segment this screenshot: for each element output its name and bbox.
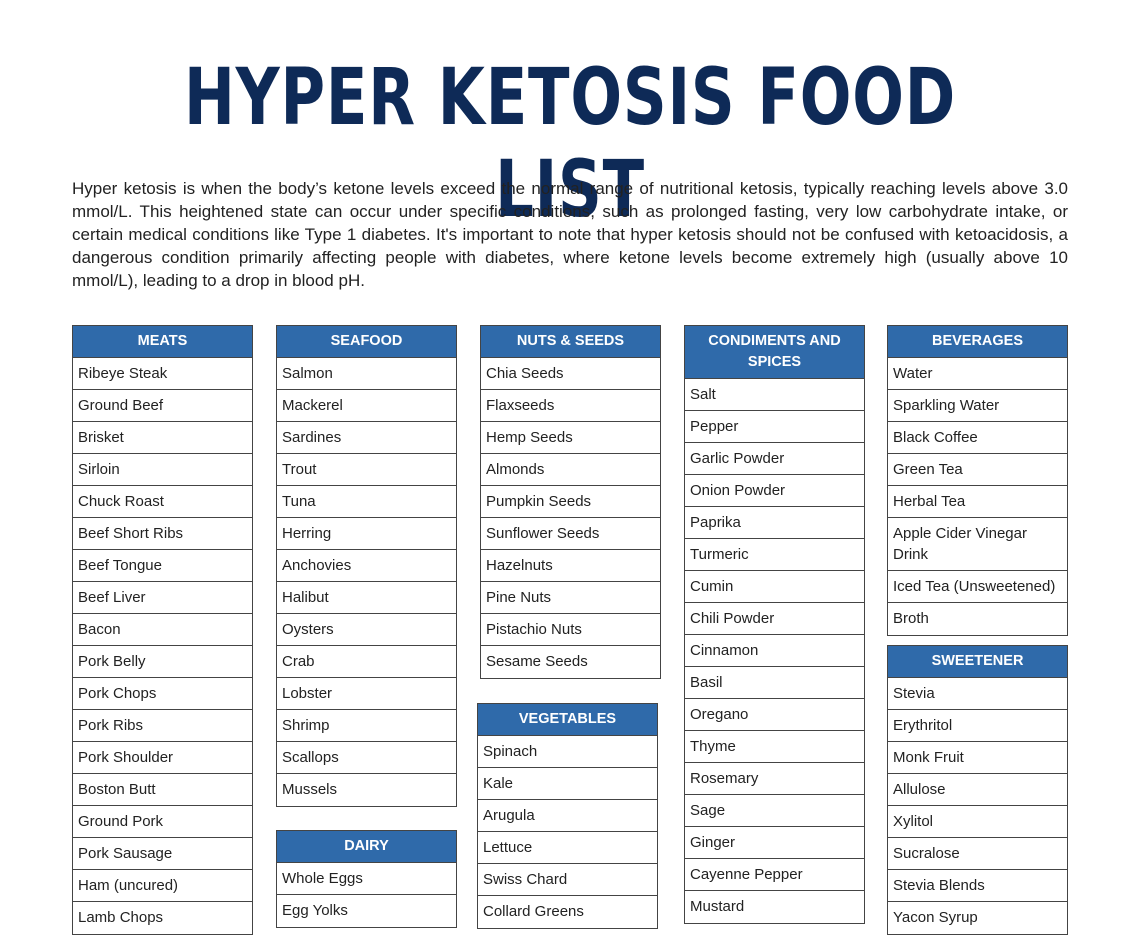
dairy-header: DAIRY — [277, 831, 456, 863]
table-row: Oregano — [685, 699, 864, 731]
table-row: Garlic Powder — [685, 443, 864, 475]
meats-table — [72, 325, 253, 935]
table-row: Salt — [685, 379, 864, 411]
table-row: Pork Ribs — [73, 710, 252, 742]
table-row: Beef Tongue — [73, 550, 252, 582]
table-row: Arugula — [478, 800, 657, 832]
table-row: Broth — [888, 603, 1067, 635]
table-row: Pork Shoulder — [73, 742, 252, 774]
table-row: Collard Greens — [478, 896, 657, 928]
table-row: Beef Liver — [73, 582, 252, 614]
table-row: Egg Yolks — [277, 895, 456, 927]
table-row: Oysters — [277, 614, 456, 646]
table-row: Pork Belly — [73, 646, 252, 678]
table-row: Pine Nuts — [481, 582, 660, 614]
table-row: Ribeye Steak — [73, 358, 252, 390]
table-row: Swiss Chard — [478, 864, 657, 896]
dairy-table — [276, 830, 457, 928]
nuts-header: NUTS & SEEDS — [481, 326, 660, 358]
table-row: Shrimp — [277, 710, 456, 742]
table-row: Sunflower Seeds — [481, 518, 660, 550]
table-row: Salmon — [277, 358, 456, 390]
table-row: Halibut — [277, 582, 456, 614]
table-row: Brisket — [73, 422, 252, 454]
table-row: Hemp Seeds — [481, 422, 660, 454]
seafood-column — [276, 325, 457, 807]
table-row: Black Coffee — [888, 422, 1067, 454]
table-row: Tuna — [277, 486, 456, 518]
beverages-column — [887, 325, 1068, 636]
table-row: Sucralose — [888, 838, 1067, 870]
table-row: Chili Powder — [685, 603, 864, 635]
table-row: Chia Seeds — [481, 358, 660, 390]
table-row: Thyme — [685, 731, 864, 763]
table-row: Paprika — [685, 507, 864, 539]
page-title: HYPER KETOSIS FOOD LIST — [183, 53, 957, 235]
table-row: Crab — [277, 646, 456, 678]
table-row: Stevia — [888, 678, 1067, 710]
vegetables-column — [477, 703, 658, 929]
table-row: Beef Short Ribs — [73, 518, 252, 550]
sweetener-column — [887, 645, 1068, 935]
table-row: Monk Fruit — [888, 742, 1067, 774]
table-row: Erythritol — [888, 710, 1067, 742]
table-row: Pistachio Nuts — [481, 614, 660, 646]
table-row: Cumin — [685, 571, 864, 603]
table-row: Flaxseeds — [481, 390, 660, 422]
vegetables-table — [477, 703, 658, 929]
table-row: Apple Cider Vinegar Drink — [888, 518, 1067, 571]
vegetables-header: VEGETABLES — [478, 704, 657, 736]
table-row: Anchovies — [277, 550, 456, 582]
table-row: Kale — [478, 768, 657, 800]
beverages-header: BEVERAGES — [888, 326, 1067, 358]
table-row: Whole Eggs — [277, 863, 456, 895]
table-row: Chuck Roast — [73, 486, 252, 518]
table-row: Sirloin — [73, 454, 252, 486]
table-row: Xylitol — [888, 806, 1067, 838]
condiments-header: CONDIMENTS AND SPICES — [685, 326, 864, 379]
table-row: Bacon — [73, 614, 252, 646]
table-row: Lettuce — [478, 832, 657, 864]
table-row: Ginger — [685, 827, 864, 859]
sweetener-table — [887, 645, 1068, 935]
table-row: Spinach — [478, 736, 657, 768]
nuts-seeds-table — [480, 325, 661, 679]
table-row: Rosemary — [685, 763, 864, 795]
table-row: Herring — [277, 518, 456, 550]
beverages-table — [887, 325, 1068, 636]
table-row: Sesame Seeds — [481, 646, 660, 678]
table-row: Turmeric — [685, 539, 864, 571]
dairy-column — [276, 830, 457, 928]
table-row: Basil — [685, 667, 864, 699]
table-row: Mustard — [685, 891, 864, 923]
table-row: Pepper — [685, 411, 864, 443]
table-row: Scallops — [277, 742, 456, 774]
table-row: Herbal Tea — [888, 486, 1067, 518]
table-row: Sage — [685, 795, 864, 827]
condiments-table — [684, 325, 865, 924]
table-row: Cayenne Pepper — [685, 859, 864, 891]
table-row: Ground Pork — [73, 806, 252, 838]
table-row: Ground Beef — [73, 390, 252, 422]
table-row: Ham (uncured) — [73, 870, 252, 902]
table-row: Green Tea — [888, 454, 1067, 486]
table-row: Stevia Blends — [888, 870, 1067, 902]
table-row: Iced Tea (Unsweetened) — [888, 571, 1067, 603]
table-row: Water — [888, 358, 1067, 390]
table-row: Pumpkin Seeds — [481, 486, 660, 518]
intro-paragraph: Hyper ketosis is when the body’s ketone levels exceed the normal range of nutritional ketosis, typically reaching levels above 3.0 mmol/L. This heightened state can occur under specific conditions, such as prolonged fasting, very low carbohydrate intake, or certain medical conditions like Type 1 diabetes. It's important to note that hyper ketosis should not be confused with ketoacidosis, a dangerous condition primarily affecting people with diabetes, where ketone levels become extremely high (usually above 10 mmol/L), leading to a drop in blood pH. — [72, 179, 1068, 290]
table-row: Onion Powder — [685, 475, 864, 507]
condiments-column — [684, 325, 865, 924]
table-row: Pork Chops — [73, 678, 252, 710]
table-row: Mackerel — [277, 390, 456, 422]
table-row: Allulose — [888, 774, 1067, 806]
table-row: Sardines — [277, 422, 456, 454]
table-row: Pork Sausage — [73, 838, 252, 870]
table-row: Yacon Syrup — [888, 902, 1067, 934]
meats-header: MEATS — [73, 326, 252, 358]
table-row: Mussels — [277, 774, 456, 806]
meats-column — [72, 325, 253, 935]
table-row: Boston Butt — [73, 774, 252, 806]
table-row: Lobster — [277, 678, 456, 710]
table-row: Lamb Chops — [73, 902, 252, 934]
table-row: Sparkling Water — [888, 390, 1067, 422]
table-row: Trout — [277, 454, 456, 486]
table-row: Cinnamon — [685, 635, 864, 667]
seafood-table — [276, 325, 457, 807]
nuts-seeds-column — [480, 325, 661, 679]
sweetener-header: SWEETENER — [888, 646, 1067, 678]
table-row: Almonds — [481, 454, 660, 486]
table-row: Hazelnuts — [481, 550, 660, 582]
seafood-header: SEAFOOD — [277, 326, 456, 358]
